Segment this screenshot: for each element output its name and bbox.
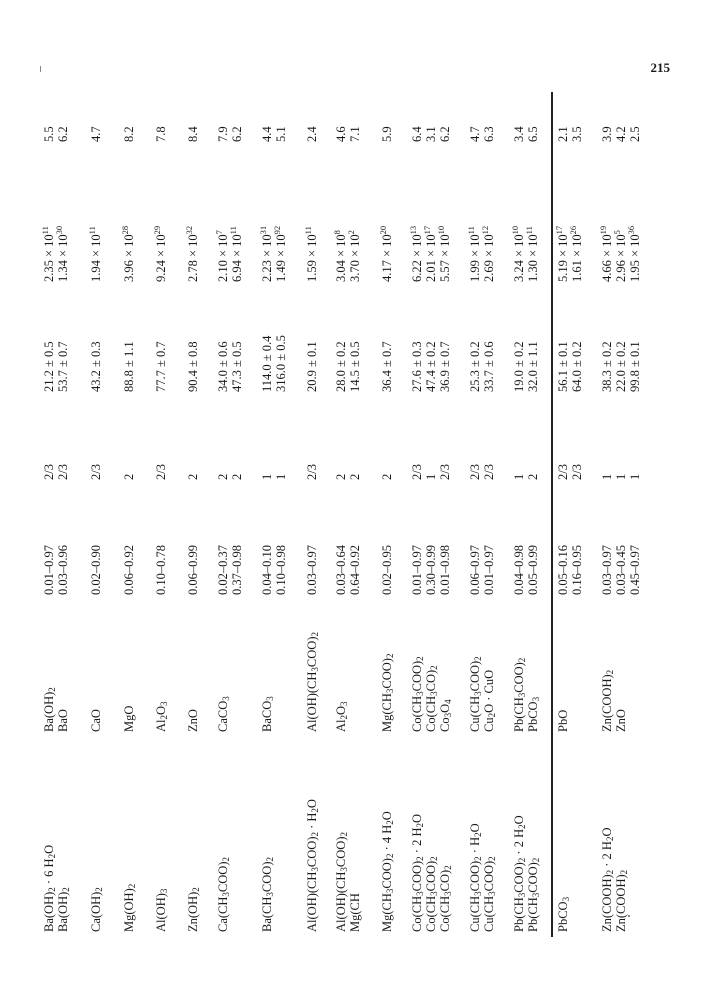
ea-cell: 53.7 ± 0.7 (56, 341, 70, 392)
ea-cell: 316.0 ± 0.5 (274, 335, 288, 392)
reactant-cell: $Ba(OH)_2 \cdot 6$ $H_2O$ (42, 844, 57, 932)
preexp-cell: $1.94 \times 10^{11}$ (87, 226, 103, 282)
product-cell: $Pb(CH_3COO)_2$ (512, 657, 527, 732)
ea-cell: 28.0 ± 0.2 (334, 341, 348, 392)
product-cell: PbCO$_3$ (526, 696, 541, 732)
product-cell: BaO (56, 709, 70, 732)
preexp-cell: $1.59 \times 10^{11}$ (303, 226, 319, 282)
log-cell: 7.8 (154, 126, 168, 142)
order-cell: 1 (512, 473, 526, 480)
order-cell: 2 (186, 473, 200, 480)
preexp-cell: $2.96 \times 10^5$ (612, 230, 628, 282)
log-cell: 4.2 (614, 126, 628, 142)
range-cell: 0.10–0.78 (154, 545, 168, 595)
log-cell: 3.5 (570, 126, 584, 142)
preexp-cell: $6.94 \times 10^{11}$ (228, 226, 244, 282)
range-cell: 0.06–0.97 (468, 545, 482, 595)
reactant-cell: $Cu(CH_3COO)_2 \cdot H_2O$ (468, 823, 483, 932)
order-cell: 2 (230, 473, 244, 480)
log-cell: 6.4 (410, 126, 424, 142)
preexp-cell: $4.66 \times 10^{19}$ (598, 225, 614, 282)
product-cell: PbO (556, 709, 570, 732)
order-cell: 2/3 (410, 464, 424, 480)
log-cell: 4.4 (260, 126, 274, 142)
preexp-cell: $2.78 \times 10^{32}$ (184, 225, 200, 282)
range-cell: 0.10–0.98 (274, 545, 288, 595)
reactant-cell: $Mg(CH_3COO)_2 \cdot 4$ $H_2O$ (380, 811, 395, 932)
ea-cell: 56.1 ± 0.1 (556, 341, 570, 392)
preexp-cell: $5.19 \times 10^{17}$ (554, 225, 570, 282)
reactant-cell: Mg(CH (348, 893, 362, 932)
log-cell: 5.1 (274, 126, 288, 142)
reactant-cell: $Pb(CH_3COO)_2 \cdot 2$ $H_2O$ (512, 815, 527, 932)
order-cell: 1 (260, 473, 274, 480)
order-cell: 2 (334, 473, 348, 480)
product-cell: $Co(CH_3CO)_2$ (424, 665, 439, 732)
range-cell: 0.05–0.16 (556, 545, 570, 595)
range-cell: 0.30–0.99 (424, 545, 438, 595)
scan-speck (628, 915, 630, 917)
reactant-cell: $Zn(COOH)_2$ (614, 869, 629, 932)
reactant-cell: $Al(OH)_3$ (154, 888, 169, 932)
range-cell: 0.05–0.99 (526, 545, 540, 595)
rotated-table (40, 90, 642, 940)
reactant-cell: $Zn(OH)_2$ (186, 887, 201, 932)
log-cell: 8.4 (186, 126, 200, 142)
product-cell: MgO (122, 705, 136, 732)
ea-cell: 19.0 ± 0.2 (512, 341, 526, 392)
range-cell: 0.01–0.97 (482, 545, 496, 595)
preexp-cell: $1.49 \times 10^{92}$ (272, 225, 288, 282)
ea-cell: 20.9 ± 0.1 (305, 341, 319, 392)
range-cell: 0.04–0.98 (512, 545, 526, 595)
log-cell: 7.9 (216, 126, 230, 142)
preexp-cell: $4.17 \times 10^{20}$ (378, 225, 394, 282)
log-cell: 2.5 (628, 126, 642, 142)
order-cell: 2 (380, 473, 394, 480)
range-cell: 0.06–0.92 (122, 545, 136, 595)
log-cell: 8.2 (122, 126, 136, 142)
ea-cell: 21.2 ± 0.5 (42, 341, 56, 392)
ea-cell: 36.9 ± 0.7 (438, 341, 452, 392)
range-cell: 0.06–0.99 (186, 545, 200, 595)
log-cell: 4.6 (334, 126, 348, 142)
ea-cell: 114.0 ± 0.4 (260, 335, 274, 392)
ea-cell: 77.7 ± 0.7 (154, 341, 168, 392)
log-cell: 4.7 (89, 126, 103, 142)
range-cell: 0.01–0.98 (438, 545, 452, 595)
log-cell: 3.1 (424, 126, 438, 142)
ea-cell: 32.0 ± 1.1 (526, 341, 540, 392)
reactant-cell: $Ba(OH)_2$ (56, 887, 71, 932)
range-cell: 0.02–0.95 (380, 545, 394, 595)
preexp-cell: $6.22 \times 10^{13}$ (408, 225, 424, 282)
product-cell: $Al_2O_3$ (154, 701, 169, 732)
product-cell: $Al_2O_3$ (334, 701, 349, 732)
order-cell: 2/3 (438, 464, 452, 480)
preexp-cell: $9.24 \times 10^{29}$ (152, 225, 168, 282)
order-cell: 2/3 (570, 464, 584, 480)
product-cell: $Zn(COOH)_2$ (600, 669, 615, 732)
order-cell: 2/3 (305, 464, 319, 480)
order-cell: 2 (526, 473, 540, 480)
preexp-cell: $3.24 \times 10^{10}$ (510, 225, 526, 282)
order-cell: 1 (614, 473, 628, 480)
scan-speck (40, 66, 41, 72)
log-cell: 6.2 (230, 126, 244, 142)
log-cell: 6.3 (482, 126, 496, 142)
ea-cell: 22.0 ± 0.2 (614, 341, 628, 392)
order-cell: 1 (628, 473, 642, 480)
preexp-cell: $2.01 \times 10^{17}$ (422, 225, 438, 282)
range-cell: 0.37–0.98 (230, 545, 244, 595)
product-cell: $Cu_2O$ · CuO (482, 669, 497, 732)
preexp-cell: $2.23 \times 10^{31}$ (258, 225, 274, 282)
product-cell: CaO (89, 709, 103, 732)
ea-cell: 90.4 ± 0.8 (186, 341, 200, 392)
range-cell: 0.45–0.97 (628, 545, 642, 595)
log-cell: 2.4 (305, 126, 319, 142)
product-cell: $Al(OH)(CH_3COO)_2$ (305, 632, 320, 732)
log-cell: 5.5 (42, 126, 56, 142)
ea-cell: 99.8 ± 0.1 (628, 341, 642, 392)
range-cell: 0.03–0.45 (614, 545, 628, 595)
order-cell: 2 (348, 473, 362, 480)
product-cell: $Cu(CH_3COO)_2$ (468, 656, 483, 732)
order-cell: 2 (216, 473, 230, 480)
order-cell: 2/3 (42, 464, 56, 480)
ea-cell: 47.3 ± 0.5 (230, 341, 244, 392)
reactant-cell: $Zn(COOH)_2 \cdot 2$ $H_2O$ (600, 827, 615, 932)
reactant-cell: $Co(CH_3COO)_2$ (424, 856, 439, 932)
order-cell: 1 (274, 473, 288, 480)
order-cell: 2/3 (482, 464, 496, 480)
preexp-cell: $1.99 \times 10^{11}$ (466, 226, 482, 282)
log-cell: 4.7 (468, 126, 482, 142)
reactant-cell: $Al(OH)(CH_3COO)_2 \cdot H_2O$ (305, 799, 320, 932)
range-cell: 0.01–0.97 (410, 545, 424, 595)
log-cell: 3.9 (600, 126, 614, 142)
reactant-cell: $Co(CH_3COO)_2 \cdot 2$ $H_2O$ (410, 813, 425, 932)
product-cell: $Co_3O_4$ (438, 699, 453, 732)
ea-cell: 25.3 ± 0.2 (468, 341, 482, 392)
range-cell: 0.02–0.90 (89, 545, 103, 595)
ea-cell: 43.2 ± 0.3 (89, 341, 103, 392)
ea-cell: 36.4 ± 0.7 (380, 341, 394, 392)
reactant-cell: $Pb(CH_3COO)_2$ (526, 857, 541, 932)
range-cell: 0.03–0.97 (600, 545, 614, 595)
range-cell: 0.03–0.97 (305, 545, 319, 595)
log-cell: 6.2 (56, 126, 70, 142)
range-cell: 0.01–0.97 (42, 545, 56, 595)
range-cell: 0.64–0.92 (348, 545, 362, 595)
preexp-cell: $1.30 \times 10^{11}$ (524, 226, 540, 282)
reactant-cell: $Mg(OH)_2$ (122, 883, 137, 932)
product-cell: ZnO (186, 709, 200, 732)
log-cell: 3.4 (512, 126, 526, 142)
log-cell: 7.1 (348, 126, 362, 142)
preexp-cell: $5.57 \times 10^{10}$ (436, 225, 452, 282)
range-cell: 0.02–0.37 (216, 545, 230, 595)
log-cell: 2.1 (556, 126, 570, 142)
product-cell: $Co(CH_3COO)_2$ (410, 656, 425, 732)
order-cell: 2/3 (154, 464, 168, 480)
preexp-cell: $1.61 \times 10^{26}$ (568, 225, 584, 282)
reactant-cell: PbCO$_3$ (556, 896, 571, 932)
kinetics-table (40, 90, 642, 940)
order-cell: 2/3 (468, 464, 482, 480)
log-cell: 6.5 (526, 126, 540, 142)
product-cell: $Mg(CH_3COO)_2$ (380, 653, 395, 732)
reactant-cell: $Ca(OH)_2$ (89, 887, 104, 932)
reactant-cell: $Ba(CH_3COO)_2$ (260, 857, 275, 932)
table-rule (551, 92, 553, 937)
product-cell: ZnO (614, 709, 628, 732)
order-cell: 1 (424, 473, 438, 480)
ea-cell: 64.0 ± 0.2 (570, 341, 584, 392)
preexp-cell: $3.70 \times 10^2$ (346, 230, 362, 282)
ea-cell: 33.7 ± 0.6 (482, 341, 496, 392)
log-cell: 6.2 (438, 126, 452, 142)
log-cell: 5.9 (380, 126, 394, 142)
range-cell: 0.03–0.64 (334, 545, 348, 595)
range-cell: 0.16–0.95 (570, 545, 584, 595)
product-cell: CaCO$_3$ (216, 696, 231, 732)
range-cell: 0.04–0.10 (260, 545, 274, 595)
preexp-cell: $1.95 \times 10^{36}$ (626, 225, 642, 282)
reactant-cell: $Cu(CH_3COO)_2$ (482, 856, 497, 932)
ea-cell: 27.6 ± 0.3 (410, 341, 424, 392)
reactant-cell: $Co(CH_3CO)_2$ (438, 865, 453, 932)
preexp-cell: $1.34 \times 10^{30}$ (54, 225, 70, 282)
preexp-cell: $3.96 \times 10^{28}$ (120, 225, 136, 282)
order-cell: 2 (122, 473, 136, 480)
preexp-cell: $2.35 \times 10^{11}$ (40, 226, 56, 282)
ea-cell: 88.8 ± 1.1 (122, 341, 136, 392)
order-cell: 2/3 (56, 464, 70, 480)
preexp-cell: $3.04 \times 10^8$ (332, 230, 348, 282)
product-cell: $Ba(OH)_2$ (42, 687, 57, 732)
ea-cell: 34.0 ± 0.6 (216, 341, 230, 392)
ea-cell: 14.5 ± 0.5 (348, 341, 362, 392)
order-cell: 2/3 (556, 464, 570, 480)
preexp-cell: $2.10 \times 10^7$ (214, 230, 230, 282)
range-cell: 0.03–0.96 (56, 545, 70, 595)
reactant-cell: $Ca(CH_3COO)_2$ (216, 857, 231, 932)
order-cell: 2/3 (89, 464, 103, 480)
ea-cell: 38.3 ± 0.2 (600, 341, 614, 392)
product-cell: BaCO$_3$ (260, 696, 275, 732)
preexp-cell: $2.69 \times 10^{12}$ (480, 225, 496, 282)
ea-cell: 47.4 ± 0.2 (424, 341, 438, 392)
page-number: 215 (650, 60, 670, 75)
order-cell: 1 (600, 473, 614, 480)
reactant-cell: $Al(OH)(CH_3COO)_2$ (334, 832, 349, 932)
